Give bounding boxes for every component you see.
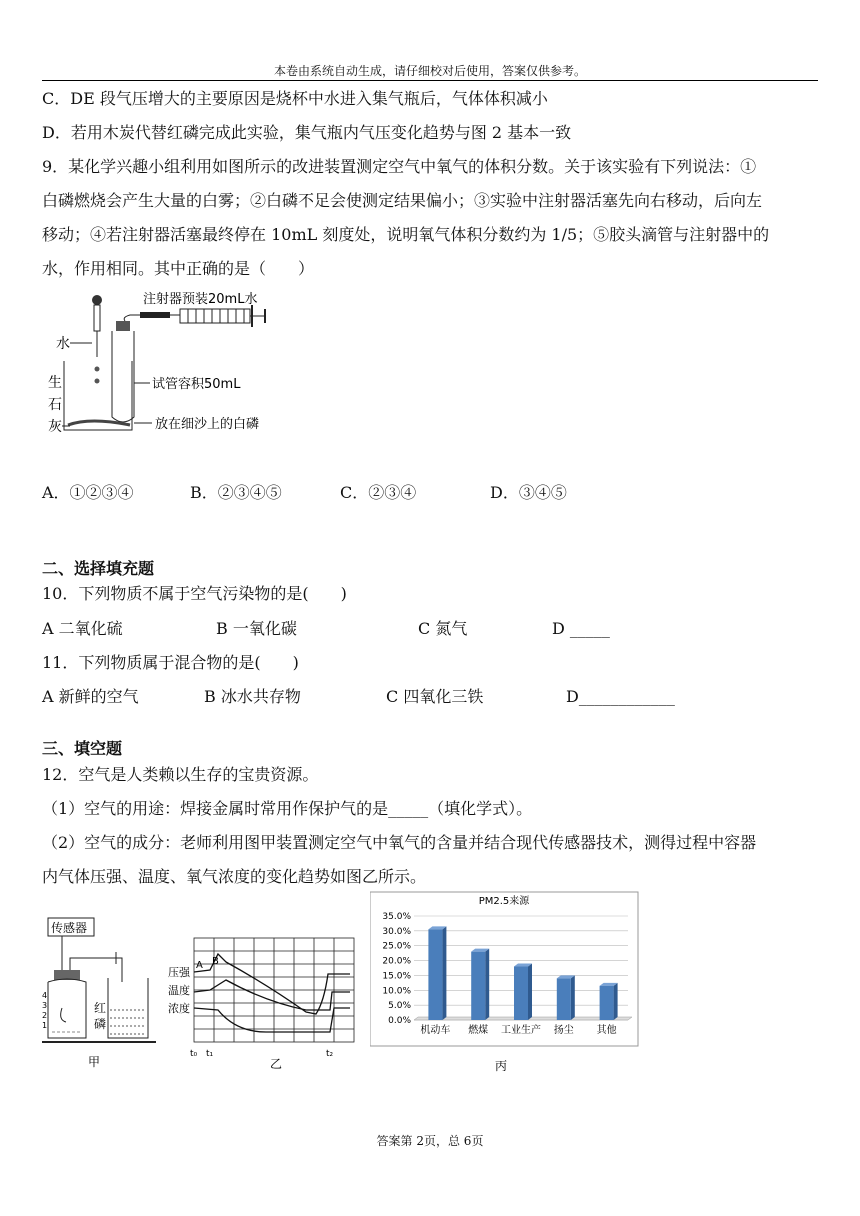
q10-option-a: A 二氧化硫	[42, 619, 123, 638]
label-tube: 试管容积50mL	[152, 377, 241, 392]
caption-jia: 甲	[88, 1055, 101, 1069]
label-lime-3: 灰	[48, 419, 62, 435]
label-red-phos-1: 红	[94, 1001, 107, 1015]
chart-y-tick-label: 25.0%	[382, 941, 411, 952]
q9-option-c: C．②③④	[340, 483, 417, 502]
q8-option-c: C．DE 段气压增大的主要原因是烧杯中水进入集气瓶后，气体体积减小	[42, 89, 548, 108]
yi-tick-t0: t₀	[190, 1049, 198, 1059]
chart-bar-side	[571, 975, 575, 1020]
chart-bar	[557, 978, 571, 1020]
q9-option-a: A．①②③④	[42, 483, 134, 502]
chart-x-tick-label: 工业生产	[501, 1025, 541, 1036]
chart-y-tick-label: 20.0%	[382, 956, 411, 967]
chart-y-tick-label: 10.0%	[382, 986, 411, 997]
q12-part-1: （1）空气的用途：焊接金属时常用作保护气的是_____（填化学式）。	[42, 799, 533, 818]
chart-x-tick-label: 机动车	[420, 1025, 451, 1036]
q9-stem-line-4: 水，作用相同。其中正确的是（ ）	[42, 259, 315, 278]
label-water: 水	[56, 336, 70, 352]
q9-option-b: B．②③④⑤	[190, 483, 282, 502]
q10-option-d: D _____	[552, 619, 610, 638]
yi-label-concentration: 浓度	[168, 1002, 190, 1015]
chart-x-tick-label: 燃煤	[468, 1025, 489, 1036]
chart-y-tick-label: 5.0%	[388, 1001, 411, 1012]
chart-bar	[514, 967, 528, 1020]
yi-point-b: B	[212, 956, 219, 967]
caption-yi: 乙	[270, 1057, 283, 1071]
q9-stem-line-2: 白磷燃烧会产生大量的白雾；②白磷不足会使测定结果偏小；③实验中注射器活塞先向右移动，后向左	[42, 191, 763, 210]
chart-bar-side	[485, 949, 489, 1020]
jia-mark-1: 1	[42, 1021, 48, 1030]
figure-yi	[166, 932, 360, 1072]
chart-x-tick-label: 扬尘	[553, 1025, 574, 1036]
chart-y-tick-label: 30.0%	[382, 926, 411, 937]
label-phosphorus: 放在细沙上的白磷	[155, 417, 260, 432]
label-red-phos-2: 磷	[94, 1017, 107, 1031]
chart-bar-side	[442, 926, 446, 1020]
q9-stem-line-3: 移动；④若注射器活塞最终停在 10mL 刻度处，说明氧气体积分数约为 1/5；⑤胶头滴管与注射器中的	[42, 225, 770, 244]
jia-mark-3: 3	[42, 1001, 48, 1010]
chart-bar	[471, 952, 485, 1020]
q9-apparatus-figure	[40, 285, 300, 445]
chart-bar-side	[614, 983, 618, 1020]
chart-y-tick-label: 15.0%	[382, 971, 411, 982]
q12-part-2-line-1: （2）空气的成分：老师利用图甲装置测定空气中氧气的含量并结合现代传感器技术，测得过程中容器	[42, 833, 757, 852]
label-sensor: 传感器	[51, 921, 88, 935]
q9-option-d: D．③④⑤	[490, 483, 567, 502]
figure-jia	[40, 912, 162, 1072]
q11-option-b: B 冰水共存物	[204, 687, 301, 706]
section-2-title: 二、选择填充题	[42, 559, 155, 578]
chart-y-tick-label: 0.0%	[388, 1016, 411, 1026]
page-header: 本卷由系统自动生成，请仔细校对后使用，答案仅供参考。	[273, 64, 586, 78]
yi-tick-t1: t₁	[206, 1049, 214, 1059]
chart-title: PM2.5来源	[478, 896, 530, 907]
yi-point-a: A	[196, 960, 203, 971]
page-footer: 答案第 2页，总 6页	[376, 1134, 484, 1148]
yi-label-pressure: 压强	[168, 966, 190, 979]
label-lime-2: 石	[48, 397, 62, 413]
yi-tick-t2: t₂	[326, 1049, 334, 1059]
q11-option-a: A 新鲜的空气	[42, 687, 139, 706]
q10-stem: 10．下列物质不属于空气污染物的是( )	[42, 584, 347, 603]
header-rule	[42, 80, 818, 81]
label-lime-1: 生	[48, 375, 62, 391]
q10-option-c: C 氮气	[418, 619, 468, 638]
yi-label-temperature: 温度	[168, 984, 190, 997]
q11-option-d: D____________	[566, 687, 675, 706]
q12-stem: 12．空气是人类赖以生存的宝贵资源。	[42, 765, 319, 784]
jia-mark-2: 2	[42, 1011, 48, 1020]
q9-stem-line-1: 9．某化学兴趣小组利用如图所示的改进装置测定空气中氧气的体积分数。关于该实验有下列说法：①	[42, 157, 757, 176]
caption-bing: 丙	[495, 1059, 508, 1073]
jia-mark-4: 4	[42, 991, 48, 1000]
section-3-title: 三、填空题	[42, 739, 123, 758]
q11-option-c: C 四氧化三铁	[386, 687, 484, 706]
figure-bing-chart	[370, 890, 640, 1076]
label-syringe: 注射器预装20mL水	[143, 292, 258, 307]
chart-bar	[600, 986, 614, 1020]
chart-x-tick-label: 其他	[596, 1025, 617, 1036]
q12-part-2-line-2: 内气体压强、温度、氧气浓度的变化趋势如图乙所示。	[42, 867, 427, 886]
q11-stem: 11．下列物质属于混合物的是( )	[42, 653, 299, 672]
chart-bar	[428, 929, 442, 1020]
chart-y-tick-label: 35.0%	[382, 912, 411, 922]
chart-bar-side	[528, 964, 532, 1020]
q10-option-b: B 一氧化碳	[216, 619, 297, 638]
q8-option-d: D．若用木炭代替红磷完成此实验，集气瓶内气压变化趋势与图 2 基本一致	[42, 123, 572, 142]
